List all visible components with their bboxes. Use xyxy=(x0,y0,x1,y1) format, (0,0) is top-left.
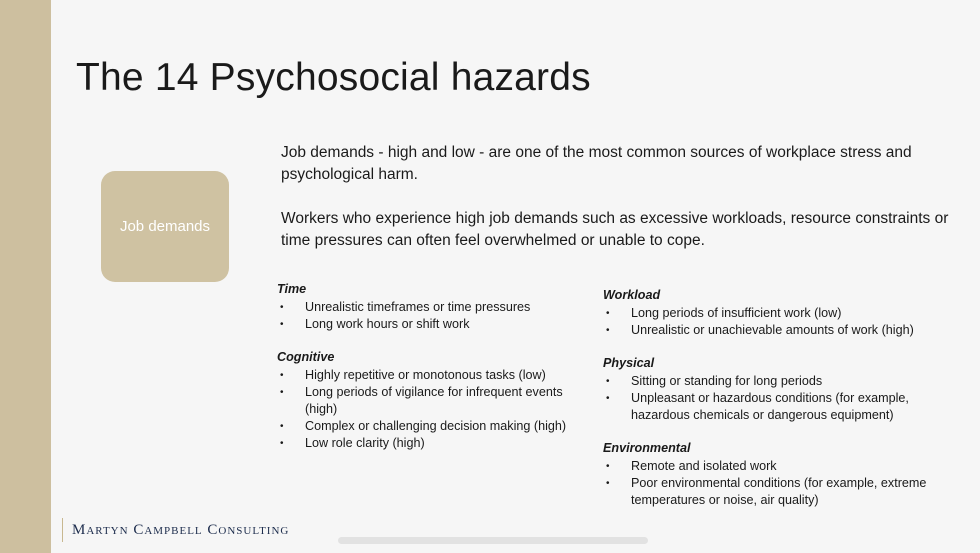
section-workload xyxy=(603,287,943,339)
section-time xyxy=(277,281,597,333)
list-item: • Remote and isolated work xyxy=(606,459,777,473)
bullet-icon: • xyxy=(280,438,284,449)
bullet-icon: • xyxy=(280,387,284,398)
bullet-icon: • xyxy=(280,319,284,330)
bullet-icon: • xyxy=(280,302,284,313)
list-item: • Unrealistic or unachievable amounts of work (high) xyxy=(606,323,914,337)
list-item: • Unpleasant or hazardous conditions (for example, hazardous chemicals or dangerous equipment) xyxy=(606,391,909,422)
left-accent-bar xyxy=(0,0,51,553)
bullet-icon: • xyxy=(280,421,284,432)
list-item: • Poor environmental conditions (for example, extreme temperatures or noise, air quality) xyxy=(606,476,927,507)
intro-text xyxy=(281,142,951,274)
section-cognitive xyxy=(277,349,597,452)
bullet-icon: • xyxy=(606,376,610,387)
list-item: • Long periods of insufficient work (low) xyxy=(606,306,842,320)
list-item: • Unrealistic timeframes or time pressures xyxy=(280,300,531,314)
footer-divider xyxy=(62,518,63,542)
bullet-icon: • xyxy=(280,370,284,381)
section-heading: Environmental xyxy=(603,441,691,455)
bullet-icon: • xyxy=(606,308,610,319)
section-heading: Time xyxy=(277,282,307,296)
section-physical xyxy=(603,355,943,424)
list-item: • Complex or challenging decision making (high) xyxy=(280,419,567,433)
list-item: • Sitting or standing for long periods xyxy=(606,374,823,388)
section-heading: Workload xyxy=(603,288,661,302)
bullet-icon: • xyxy=(606,393,610,404)
section-environmental xyxy=(603,440,943,509)
section-heading: Physical xyxy=(603,356,655,370)
horizontal-scrollbar[interactable] xyxy=(338,537,648,544)
footer-brand: Martyn Campbell Consulting xyxy=(72,522,290,538)
section-heading: Cognitive xyxy=(277,350,335,364)
bullet-icon: • xyxy=(606,461,610,472)
slide-title: The 14 Psychosocial hazards xyxy=(76,56,591,99)
list-item: • Low role clarity (high) xyxy=(280,436,425,450)
left-column xyxy=(277,281,597,468)
list-item: • Highly repetitive or monotonous tasks (low) xyxy=(280,368,546,382)
right-column xyxy=(603,287,943,525)
list-item: • Long work hours or shift work xyxy=(280,317,470,331)
bullet-icon: • xyxy=(606,325,610,336)
intro-paragraph-2: Workers who experience high job demands such as excessive workloads, resource constraints or time pressures can often feel overwhelmed or unable to cope. xyxy=(281,210,949,249)
job-demands-badge: Job demands xyxy=(101,171,229,282)
list-item: • Long periods of vigilance for infrequent events (high) xyxy=(280,385,563,416)
intro-paragraph-1: Job demands - high and low - are one of the most common sources of workplace stress and psychological harm. xyxy=(281,144,912,183)
bullet-icon: • xyxy=(606,478,610,489)
